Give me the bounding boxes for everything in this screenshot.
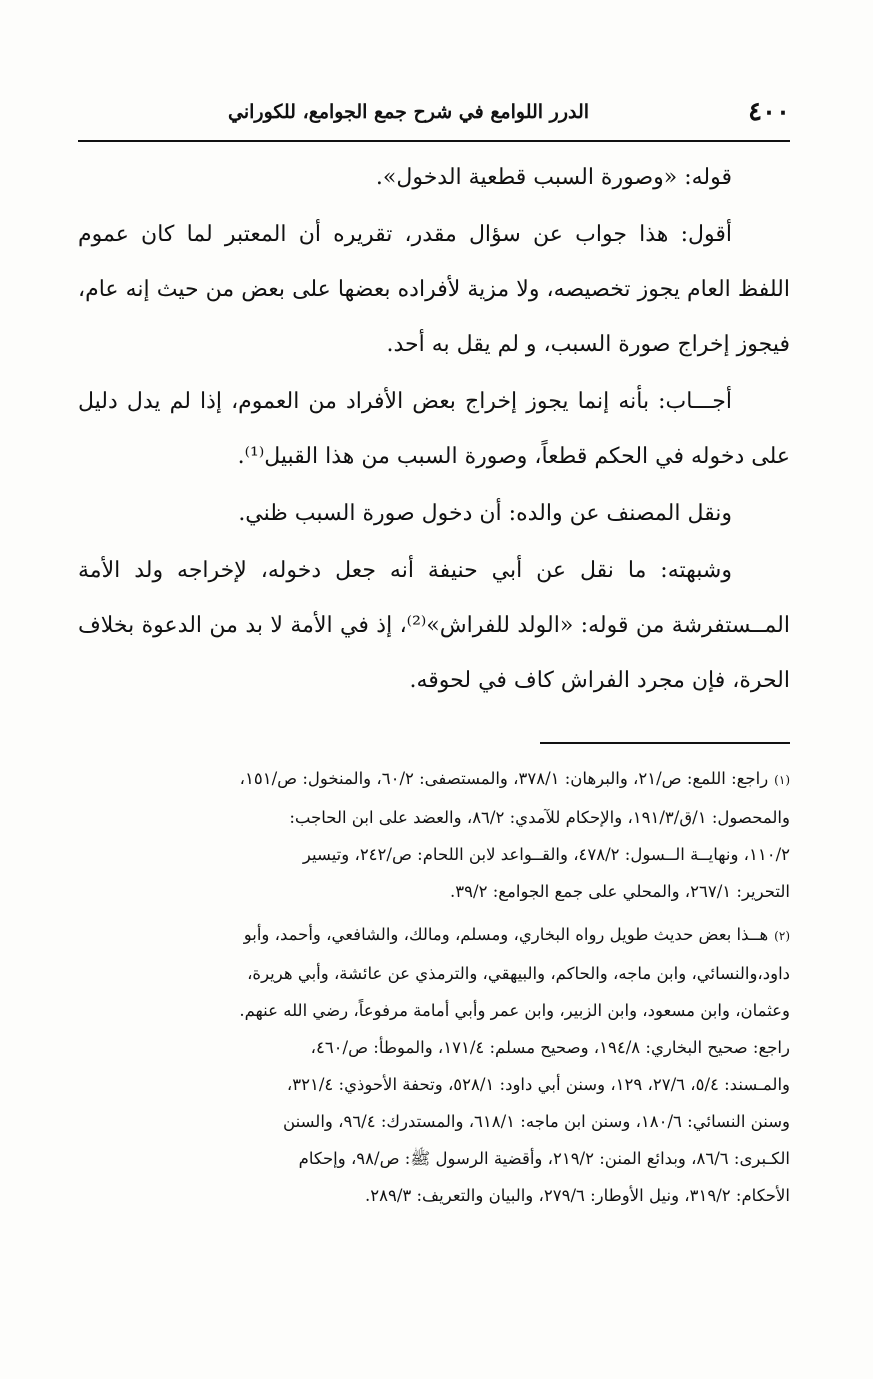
- paragraph: أجـــاب: بأنه إنما يجوز إخراج بعض الأفراد من العموم، إذا لم يدل دليل على دخوله في الحكم قطعاً، وصورة السبب من هذا القبيل⁽¹⁾.: [78, 389, 790, 469]
- footnote-line: ١١٠/٢، ونهايــة الــسول: ٤٧٨/٢، والقــواعد لابن اللحام: ص/٢٤٢، وتيسير: [302, 845, 790, 864]
- footnote-line: والمحصول: ١/ق/١٩١/٣، والإحكام للآمدي: ٨٦/٢، والعضد على ابن الحاجب:: [289, 808, 790, 827]
- footnote-text: هــذا بعض حديث طويل رواه البخاري، ومسلم، ومالك، والشافعي، وأحمد، وأبو: [243, 925, 769, 944]
- footnote-line: التحرير: ٢٦٧/١، والمحلي على جمع الجوامع: ٣٩/٢.: [450, 882, 790, 901]
- footnote-marker: (٢): [774, 929, 790, 943]
- header-rule: [78, 140, 790, 142]
- footnote-line: الأحكام: ٣١٩/٢، ونيل الأوطار: ٢٧٩/٦، والبيان والتعريف: ٢٨٩/٣.: [364, 1186, 790, 1205]
- footnote-line: راجع: صحيح البخاري: ١٩٤/٨، وصحيح مسلم: ١٧١/٤، والموطأ: ص/٤٦٠،: [310, 1038, 790, 1057]
- footnote-line: [78, 760, 790, 799]
- main-text: [78, 150, 790, 710]
- footnote-text: راجع: اللمع: ص/٢١، والبرهان: ٣٧٨/١، والمستصفى: ٦٠/٢، والمنخول: ص/١٥١،: [239, 769, 769, 788]
- page-header: [78, 92, 790, 136]
- footnote-line: وسنن النسائي: ١٨٠/٦، وسنن ابن ماجه: ٦١٨/١، والمستدرك: ٩٦/٤، والسنن: [283, 1112, 790, 1131]
- footnote-line: داود،والنسائي، وابن ماجه، والحاكم، والبيهقي، والترمذي عن عائشة، وأبي هريرة،: [247, 964, 790, 983]
- footnote-line: [78, 916, 790, 955]
- page-number: ٤٠٠: [748, 97, 790, 127]
- footnote-line: والمـسند: ٥/٤، ٢٧/٦، ١٢٩، وسنن أبي داود: ٥٢٨/١، وتحفة الأحوذي: ٣٢١/٤،: [286, 1075, 790, 1094]
- footnote-marker: (١): [774, 773, 790, 787]
- running-title: الدرر اللوامع في شرح جمع الجوامع، للكوراني: [228, 101, 590, 123]
- paragraph: قوله: «وصورة السبب قطعية الدخول».: [375, 165, 732, 190]
- footnote-line: الكـبرى: ٨٦/٦، وبدائع المنن: ٢١٩/٢، وأقضية الرسول ﷺ: ص/٩٨، وإحكام: [298, 1149, 790, 1168]
- footnote-line: وعثمان، وابن مسعود، وابن الزبير، وابن عمر وأبي أمامة مرفوعاً، رضي الله عنهم.: [239, 1001, 790, 1020]
- footnotes: [78, 760, 790, 1220]
- footnote-2: [78, 916, 790, 1214]
- paragraph: وشبهته: ما نقل عن أبي حنيفة أنه جعل دخوله، لإخراجه ولد الأمة المــستفرشة من قوله: «الولد للفراش»⁽²⁾، إذ في الأمة لا بد من الدعوة بخلاف الحرة، فإن مجرد الفراش كاف في لحوقه.: [78, 558, 790, 693]
- footnote-separator: [540, 742, 790, 744]
- paragraph: ونقل المصنف عن والده: أن دخول صورة السبب ظني.: [238, 501, 732, 526]
- paragraph: أقول: هذا جواب عن سؤال مقدر، تقريره أن المعتبر لما كان عموم اللفظ العام يجوز تخصيصه، ولا مزية لأفراده بعضها على بعض من حيث إنه عام، فيجوز إخراج صورة السبب، و لم يقل به أحد.: [78, 222, 790, 357]
- footnote-1: [78, 760, 790, 910]
